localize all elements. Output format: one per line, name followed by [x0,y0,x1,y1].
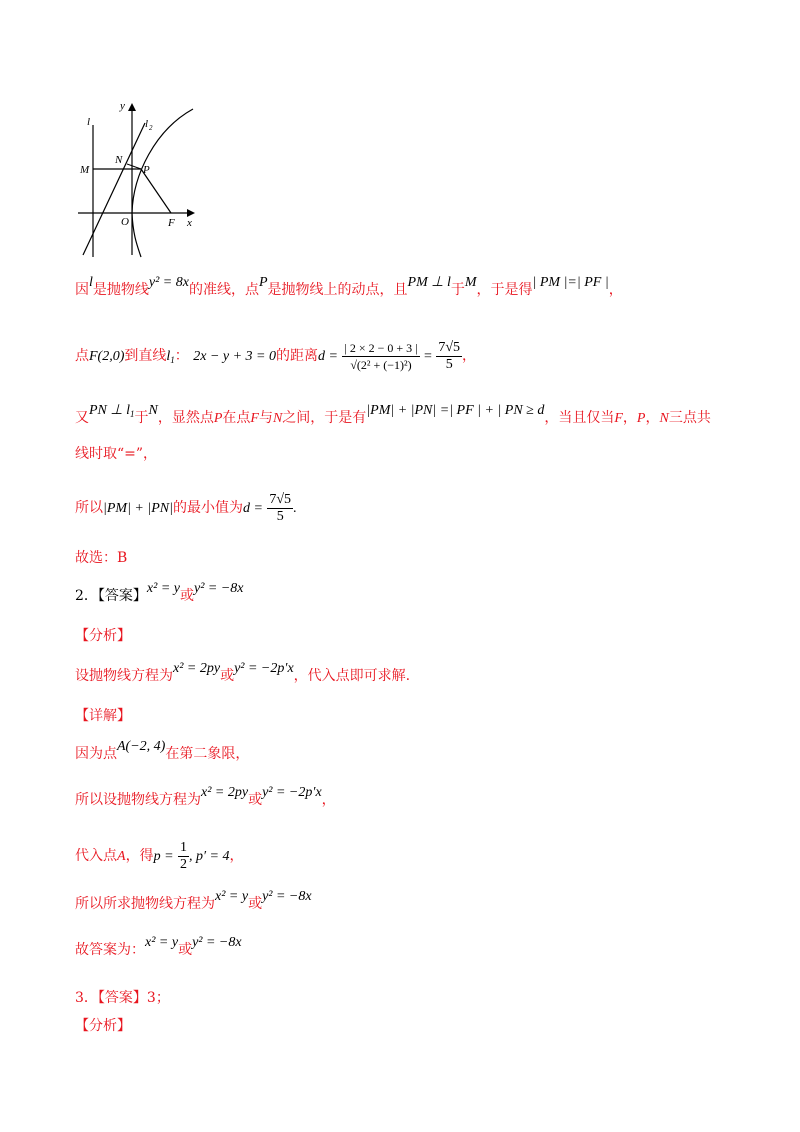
math-d: d = [318,349,338,364]
q2-detail-heading [75,706,131,726]
text: 所以所求抛物线方程为 [75,896,215,912]
math-parabola: y² = 8x [148,275,189,290]
paragraph-distance [75,338,476,378]
text: 因为点 [75,746,117,762]
fraction-denominator: 5 [276,508,284,524]
fraction-numerator: 7√5 [438,339,461,355]
text: 故答案为： [75,942,145,958]
q2-answer [75,581,244,607]
text: 于 [450,282,465,298]
fraction-numerator: 7√5 [269,491,292,507]
text: ， [608,282,623,298]
paragraph-inequality-cont [75,444,157,464]
text: 在第二象限， [165,746,250,762]
math-p-prime: , p′ = 4 [188,849,230,864]
label-p: P [143,164,150,176]
fraction-half [178,840,189,873]
text: 或 [248,896,263,912]
text: 是抛物线 [92,282,149,298]
text: 点 [75,348,89,364]
fraction-denominator: 2 [179,856,187,872]
label-x: x [187,217,192,229]
math-l1-letter: l [166,349,171,364]
math-n: N [659,411,669,426]
label-n: N [115,154,123,166]
text: 的最小值为 [172,500,243,516]
text: 又 [75,410,89,426]
math-sum: |PM| + |PN| [103,501,173,516]
math-pn-perp-main: PN ⊥ l [89,403,130,418]
math-point-a: A(−2, 4) [117,739,166,754]
math-pn-perp [89,403,134,418]
text: ，代入点即可求解. [293,668,411,684]
text: 所以设抛物线方程为 [75,792,201,808]
text: 3．【答案】3； [75,990,170,1006]
fraction-numerator: 1 [179,839,187,855]
text: ： [174,348,189,364]
text: 在点 [222,410,251,426]
paragraph-choice [75,548,127,568]
math-eq-2: y² = −2p′x [262,785,322,800]
text: ，当且仅当 [544,410,615,426]
q2-detail-quadrant [75,739,250,765]
text: ， [321,792,336,808]
q2-detail-substitute [75,838,243,875]
math-eq-1: x² = 2py [201,785,249,800]
text: 的距离 [276,348,319,364]
text: ， [229,848,244,864]
text: 到直线 [124,348,167,364]
math-answer-1: x² = y [145,935,179,950]
text: ，得 [125,848,154,864]
text: 与 [258,410,273,426]
math-answer-2: y² = −8x [262,889,312,904]
paragraph-inequality [75,403,711,432]
math-f: F [614,411,623,426]
math-p-eq: p = [153,849,174,864]
math-answer-1: x² = y [215,889,249,904]
math-pm-eq-pf: | PM |=| PF | [532,275,609,290]
text: 或 [220,668,235,684]
math-pn-perp-sub: 1 [129,409,135,419]
text: 的准线，点 [188,282,259,298]
math-l1 [166,349,174,364]
text: 所以 [75,500,103,516]
math-eq-1: x² = 2py [173,661,221,676]
math-sum-inequality: |PM| + |PN| =| PF | + | PN ≥ d [366,403,545,418]
fraction-numerator: | 2 × 2 − 0 + 3 | [344,340,418,355]
q2-analysis-text [75,661,411,687]
q2-detail-setup [75,785,336,811]
x-axis-arrow [187,209,195,217]
text: 【详解】 [75,708,131,724]
paragraph-minimum [75,490,297,527]
paragraph-directrix [75,275,623,301]
math-n: N [272,411,283,426]
fraction-min [267,492,293,525]
math-equals: = [423,349,432,364]
math-eq-2: y² = −2p′x [234,661,294,676]
math-answer-2: y² = −8x [192,935,242,950]
text: 或 [248,792,263,808]
segment-np [127,164,141,169]
text: 设抛物线方程为 [75,668,173,684]
text: ， [622,410,637,426]
q3-answer [75,988,170,1008]
text: ， [645,410,660,426]
fraction-distance [342,340,419,373]
math-answer-1: x² = y [146,581,180,596]
math-l1-sub: 1 [170,355,175,365]
text: 【分析】 [75,628,131,644]
text: 【分析】 [75,1018,131,1034]
math-d: d = [242,501,263,516]
text: 线时取“=”， [75,446,158,462]
text: 故选：B [75,550,128,566]
text: 是抛物线上的动点，且 [267,282,408,298]
text: 于 [134,410,149,426]
fraction-denominator: 5 [445,356,453,372]
math-p: P [636,411,646,426]
text: . [293,501,297,516]
parabola-figure [75,95,200,260]
math-a: A [117,849,126,864]
text: ，显然点 [157,410,214,426]
label-l2-sub: 2 [149,124,153,132]
text: 或 [178,942,193,958]
q3-analysis-heading [75,1016,131,1036]
label-m: M [80,164,90,176]
math-m: M [464,275,477,290]
text: 因 [75,282,89,298]
text: 三点共 [668,410,711,426]
label-l2: l [145,118,149,130]
fraction-denominator: √(2² + (−1)²) [350,357,412,372]
label-o: O [121,216,129,228]
math-answer-2: y² = −8x [194,581,244,596]
text: ，于是得 [476,282,533,298]
fraction-result [436,340,462,373]
text: 代入点 [75,848,117,864]
text: ， [462,348,477,364]
math-p: P [258,275,268,290]
y-axis-arrow [128,103,136,111]
label-y: y [120,100,125,112]
q2-final-answer [75,935,242,961]
math-l: l [89,275,93,290]
text: 2．【答案】 [75,588,147,604]
math-p: P [213,411,223,426]
text: 之间，于是有 [282,410,367,426]
math-point-f: F(2,0) [89,349,125,364]
math-n: N [148,403,158,418]
math-pm-perp: PM ⊥ l [407,275,451,290]
q2-analysis-heading [75,626,131,646]
label-f: F [168,217,175,229]
q2-detail-result [75,889,312,915]
text: 或 [180,588,194,604]
math-f: F [250,411,259,426]
math-line-equation: 2x − y + 3 = 0 [193,349,277,364]
label-l: l [87,116,91,128]
